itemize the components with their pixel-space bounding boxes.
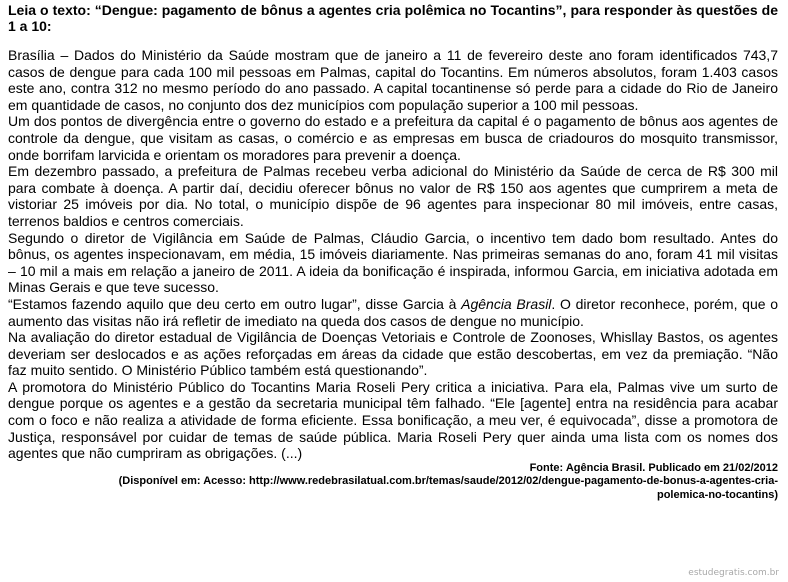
availability-line: (Disponível em: Acesso: http://www.redebrasilatual.com.br/temas/saude/2012/02/dengue-pagamento-de-bonus-a-agentes-cria- [118,475,778,488]
document-page [8,2,778,502]
article-paragraph: A promotora do Ministério Público do Tocantins Maria Roseli Pery critica a iniciativa. Para ela, Palmas vive um surto de dengue porque os agentes e a gestão da secretaria municipal têm falhado. “Ele [agente] entra na residência para acabar com o foco e não realiza a atividade de forma eficiente. Essa bonificação, a meu ver, é equivocada”, disse a promotora de Justiça, responsável por cuidar de temas de saúde pública. Maria Roseli Pery quer ainda uma lista com os nomes dos agentes que não cumpriram as obrigações. (...) [8,378,778,462]
agency-name-italic: Agência Brasil [461,295,552,312]
article-paragraph: Em dezembro passado, a prefeitura de Palmas recebeu verba adicional do Ministério da Saúde de cerca de R$ 300 mil para combate à doença. A partir daí, decidiu oferecer bônus no valor de R$ 150 aos agentes que cumprirem a meta de vistoriar 25 imóveis por dia. No total, o município dispõe de 96 agentes para inspecionar 80 mil imóveis, entre casas, terrenos baldios e centros comerciais. [8,163,778,229]
article-paragraph: Um dos pontos de divergência entre o governo do estado e a prefeitura da capital é o pagamento de bônus aos agentes de controle da dengue, que visitam as casas, o comércio e as empresas em busca de criadouros do mosquito transmissor, onde borrifam larvicida e orientam os moradores para prevenir a doença. [8,113,778,163]
article-paragraph: Na avaliação do diretor estadual de Vigilância de Doenças Vetoriais e Controle de Zoonoses, Whisllay Bastos, os agentes deveriam ser deslocados e as ações reforçadas em áreas da cidade que estão descobertas, em vez da premiação. “Não faz muito sentido. O Ministério Público também está questionando”. [8,329,778,379]
source-line: Fonte: Agência Brasil. Publicado em 21/02/2012 [529,461,778,474]
site-watermark: estudegratis.com.br [688,568,779,578]
quote-text-before: “Estamos fazendo aquilo que deu certo em outro lugar”, disse Garcia à [8,295,462,312]
availability-line-continued: polemica-no-tocantins) [656,488,778,501]
article-paragraph: Brasília – Dados do Ministério da Saúde mostram que de janeiro a 11 de fevereiro deste ano foram identificados 743,7 casos de dengue para cada 100 mil pessoas em Palmas, capital do Tocantins. Em números absolutos, foram 1.403 casos este ano, contra 312 no mesmo período do ano passado. A capital tocantinense só perde para a cidade do Rio de Janeiro em quantidade de casos, no conjunto dos dez municípios com população superior a 100 mil pessoas. [8,47,778,113]
quote-text-after: . O diretor reconhece, porém, que o aumento das visitas não irá refletir de imediato na queda dos casos de dengue no município. [8,295,778,329]
article-paragraph-quote [8,296,778,329]
article-paragraph: Segundo o diretor de Vigilância em Saúde de Palmas, Cláudio Garcia, o incentivo tem dado bom resultado. Antes do bônus, os agentes inspecionavam, em média, 15 imóveis diariamente. Nas primeiras semanas do ano, foram 41 mil visitas – 10 mil a mais em relação a janeiro de 2011. A ideia da bonificação é inspirada, informou Garcia, em iniciativa adotada em Minas Gerais e que teve sucesso. [8,229,778,296]
question-heading: Leia o texto: “Dengue: pagamento de bônus a agentes cria polêmica no Tocantins”, para responder às questões de 1 a 10: [8,2,778,34]
